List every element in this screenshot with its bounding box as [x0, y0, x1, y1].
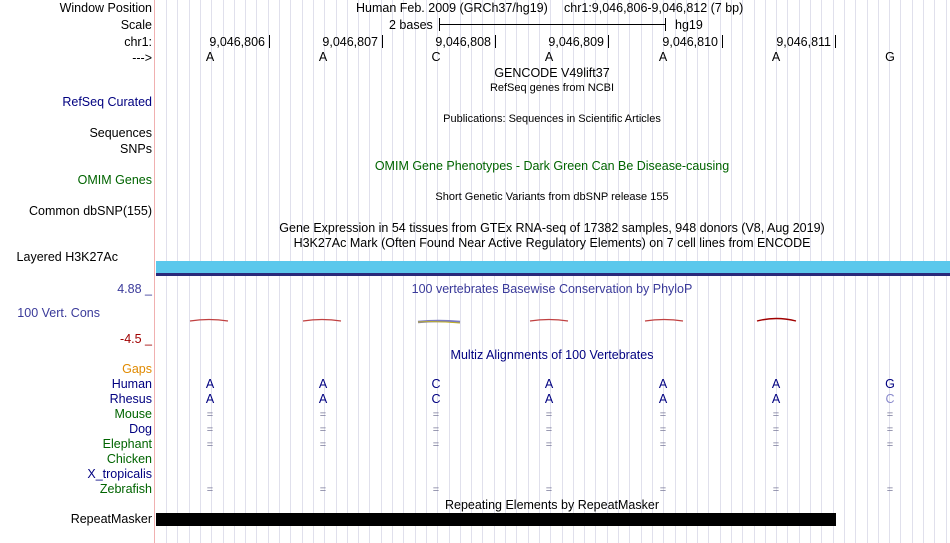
- title-multiz[interactable]: Multiz Alignments of 100 Vertebrates: [450, 348, 654, 362]
- alignment-base: =: [886, 484, 894, 496]
- position-readout: chr1:9,046,806-9,046,812 (7 bp): [564, 1, 744, 15]
- alignment-base: =: [772, 484, 780, 496]
- alignment-base: =: [432, 484, 440, 496]
- alignment-base: =: [659, 424, 667, 436]
- track-label-dbsnp[interactable]: Common dbSNP(155): [29, 204, 152, 218]
- ruler-coordinate: 9,046,806: [209, 35, 265, 49]
- alignment-base: =: [432, 409, 440, 421]
- title-repeatmasker[interactable]: Repeating Elements by RepeatMasker: [444, 498, 660, 512]
- species-label[interactable]: Mouse: [114, 407, 152, 421]
- title-gtex[interactable]: Gene Expression in 54 tissues from GTEx RNA-seq of 17382 samples, 948 donors (V8, Aug 2019): [279, 221, 825, 235]
- alignment-base: =: [206, 439, 214, 451]
- alignment-base: =: [319, 409, 327, 421]
- alignment-base: =: [659, 409, 667, 421]
- label-gutter-divider: [154, 0, 155, 543]
- alignment-base: =: [319, 439, 327, 451]
- ruler-tick: [608, 35, 609, 48]
- ruler-coordinate: 9,046,809: [548, 35, 604, 49]
- title-publications[interactable]: Publications: Sequences in Scientific Articles: [443, 113, 661, 125]
- ruler-tick: [722, 35, 723, 48]
- alignment-base: A: [544, 377, 554, 391]
- alignment-base: =: [206, 484, 214, 496]
- alignment-base: A: [205, 392, 215, 406]
- alignment-base: =: [886, 424, 894, 436]
- label-strand-arrow: --->: [132, 51, 152, 65]
- track-label-cons[interactable]: 100 Vert. Cons: [17, 306, 100, 320]
- alignment-base: A: [318, 392, 328, 406]
- alignment-base: =: [772, 424, 780, 436]
- species-label[interactable]: X_tropicalis: [87, 467, 152, 481]
- repeatmasker-element[interactable]: [156, 513, 836, 526]
- alignment-base: =: [206, 409, 214, 421]
- alignment-base: A: [771, 377, 781, 391]
- track-label-omim[interactable]: OMIM Genes: [77, 173, 152, 187]
- species-label[interactable]: Rhesus: [109, 392, 152, 406]
- label-chrom: chr1:: [124, 35, 152, 49]
- ruler-tick: [382, 35, 383, 48]
- track-label-sequences[interactable]: Sequences: [89, 126, 152, 140]
- ruler-coordinate: 9,046,810: [662, 35, 718, 49]
- track-label-refseq[interactable]: RefSeq Curated: [62, 95, 152, 109]
- scale-bases-text: 2 bases: [389, 18, 433, 32]
- ruler-coordinate: 9,046,808: [435, 35, 491, 49]
- ruler-coordinate: 9,046,807: [322, 35, 378, 49]
- alignment-base: =: [545, 424, 553, 436]
- alignment-base: A: [771, 392, 781, 406]
- sequence-base: A: [318, 50, 328, 64]
- title-dbsnp[interactable]: Short Genetic Variants from dbSNP release 155: [435, 191, 669, 203]
- alignment-base: C: [431, 377, 441, 391]
- sequence-base: A: [658, 50, 668, 64]
- alignment-base: C: [431, 392, 441, 406]
- alignment-base: =: [545, 484, 553, 496]
- alignment-base: =: [659, 484, 667, 496]
- alignment-base: C: [885, 392, 895, 406]
- cons-max-value: 4.88 _: [117, 282, 152, 296]
- assembly-title: Human Feb. 2009 (GRCh37/hg19): [356, 1, 548, 15]
- alignment-base: =: [432, 439, 440, 451]
- alignment-base: =: [772, 409, 780, 421]
- alignment-base: A: [658, 392, 668, 406]
- track-label-h3k27ac[interactable]: Layered H3K27Ac: [16, 250, 118, 264]
- ruler-tick: [495, 35, 496, 48]
- cons-min-value: -4.5 _: [120, 332, 152, 346]
- sequence-base: A: [544, 50, 554, 64]
- ruler-coordinate: 9,046,811: [776, 35, 831, 49]
- alignment-base: G: [885, 377, 895, 391]
- alignment-base: A: [544, 392, 554, 406]
- species-label[interactable]: Human: [111, 377, 152, 391]
- alignment-base: =: [319, 484, 327, 496]
- alignment-base: A: [205, 377, 215, 391]
- alignment-base: =: [886, 409, 894, 421]
- ruler-tick: [269, 35, 270, 48]
- sequence-base: C: [431, 50, 441, 64]
- label-window-position: Window Position: [59, 1, 152, 15]
- alignment-base: =: [545, 439, 553, 451]
- title-refseq-ncbi[interactable]: RefSeq genes from NCBI: [489, 82, 615, 94]
- alignment-base: =: [659, 439, 667, 451]
- alignment-base: A: [658, 377, 668, 391]
- sequence-base: A: [205, 50, 215, 64]
- sequence-base: G: [885, 50, 895, 64]
- phylop-signal: [0, 312, 950, 332]
- label-scale: Scale: [120, 18, 152, 32]
- species-label[interactable]: Zebrafish: [99, 482, 152, 496]
- title-omim-phenotypes[interactable]: OMIM Gene Phenotypes - Dark Green Can Be Disease-causing: [374, 159, 730, 173]
- title-gencode[interactable]: GENCODE V49lift37: [494, 66, 610, 80]
- track-label-snps[interactable]: SNPs: [120, 142, 152, 156]
- alignment-base: =: [319, 424, 327, 436]
- species-label[interactable]: Dog: [129, 422, 152, 436]
- track-label-repeatmasker[interactable]: RepeatMasker: [70, 512, 152, 526]
- ruler-tick: [835, 35, 836, 48]
- species-label[interactable]: Chicken: [106, 452, 152, 466]
- title-h3k27ac[interactable]: H3K27Ac Mark (Often Found Near Active Regulatory Elements) on 7 cell lines from ENCODE: [293, 236, 811, 250]
- alignment-base: A: [318, 377, 328, 391]
- species-label[interactable]: Elephant: [102, 437, 152, 451]
- track-label-gaps[interactable]: Gaps: [122, 362, 152, 376]
- alignment-base: =: [886, 439, 894, 451]
- alignment-base: =: [545, 409, 553, 421]
- alignment-base: =: [432, 424, 440, 436]
- title-phylop[interactable]: 100 vertebrates Basewise Conservation by PhyloP: [411, 282, 693, 296]
- alignment-base: =: [772, 439, 780, 451]
- alignment-base: =: [206, 424, 214, 436]
- scale-db-text: hg19: [675, 18, 703, 32]
- sequence-base: A: [771, 50, 781, 64]
